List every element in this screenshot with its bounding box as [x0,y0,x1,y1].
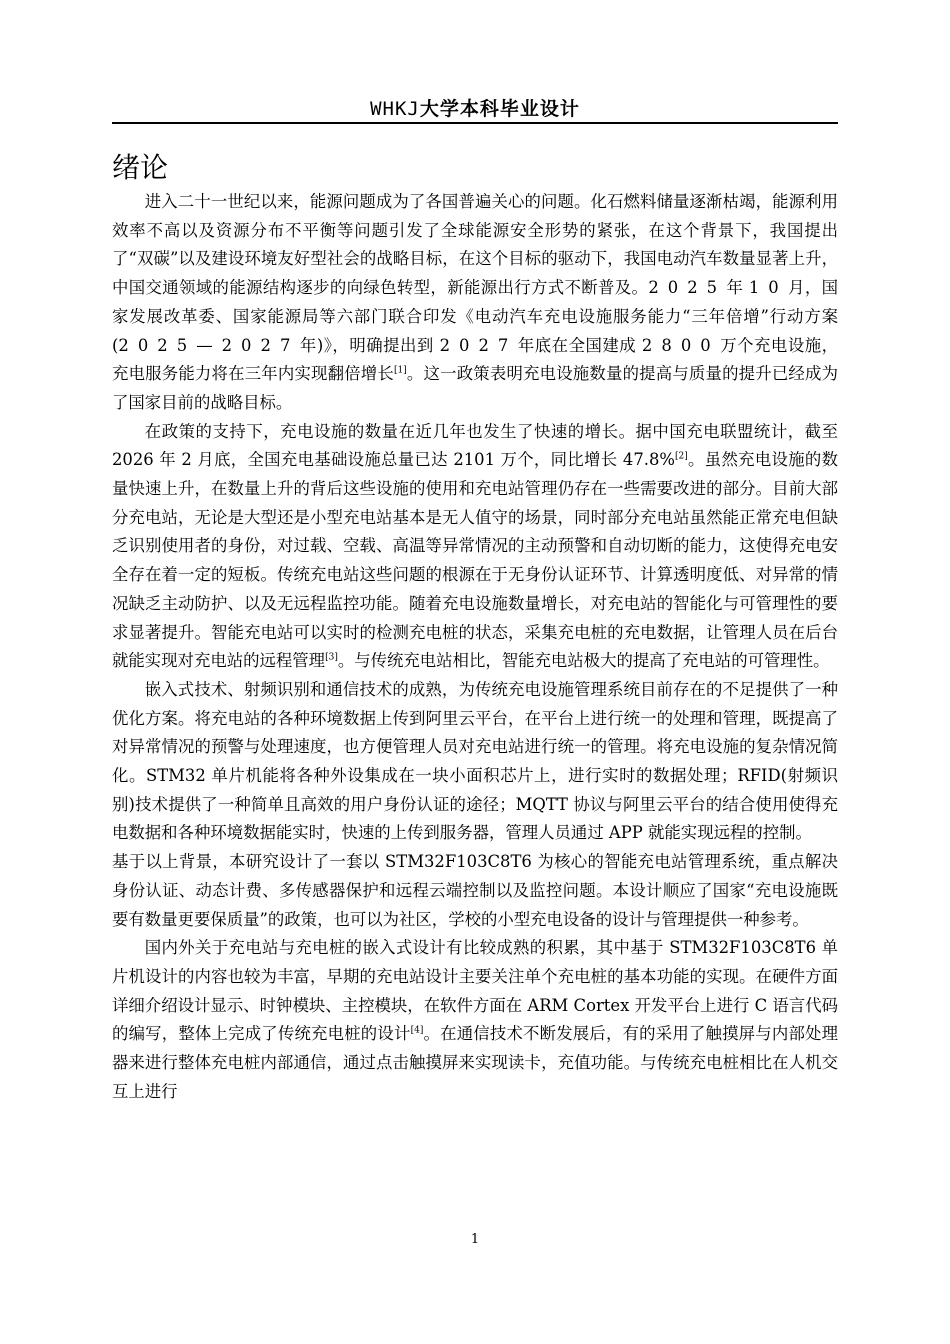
p1-text-e: 月，国家发展改革委、国家能源局等六部门联合印发《电动汽车充电设施服务能力“三年倍增”行动方案( [112,278,839,355]
p2-text-b: 。虽然充电设施的数量快速上升，在数量上升的背后这些设施的使用和充电站管理仍存在一些需要改进的部分。目前大部分充电站，无论是大型还是小型充电站基本是无人值守的场景，同时部分充电站虽然能正常充电但缺乏识别使用者的身份，对过载、空载、高温等异常情况的主动预警和自动切断的能力，这使得充电安全存在着一定的短板。传统充电站这些问题的根源在于无身份认证环节、计算透明度低、对异常的情况缺乏主动防护、以及无远程监控功能。随着充电设施数量增长，对充电站的智能化与可管理性的要求显著提升。智能充电站可以实时的检测充电桩的状态，采集充电桩的充电数据，让管理人员在后台就能实现对充电站的远程管理 [112,450,839,671]
citation-3: [3] [325,652,338,663]
p3-text: 嵌入式技术、射频识别和通信技术的成熟，为传统充电设施管理系统目前存在的不足提供了一种优化方案。将充电站的各种环境数据上传到阿里云平台，在平台上进行统一的处理和管理，既提高了对异常情况的预警与处理速度，也方便管理人员对充电站进行统一的管理。将充电设施的复杂情况简化。STM32 单片机能将各种外设集成在一块小面积芯片上，进行实时的数据处理；RFID(射频识别)技术提供了一种简单且高效的用户身份认证的途径；MQTT 协议与阿里云平台的结合使用使得充电数据和各种环境数据能实时，快速的上传到服务器，管理人员通过 APP 就能实现远程的控制。 [112,679,838,843]
p1-month: 10 [748,278,788,298]
p1-year: 2025 [648,278,727,298]
header-university-code: WHKJ [370,98,420,120]
p2-text-c: 。与传统充电站相比，智能充电站极大的提高了充电站的可管理性。 [337,651,830,671]
p1-text-c: 年 [726,278,744,298]
running-header [112,94,838,121]
citation-2: [2] [675,451,688,462]
citation-1: [1] [393,365,407,376]
body-text [112,188,838,1107]
paragraph-2 [112,418,838,676]
p1-text-i: 年底在全国建成 [517,335,637,355]
p1-year-range: 2025—2027 [118,335,300,355]
p1-text-g: 年)》，明确提出到 [299,335,434,355]
paragraph-4 [112,848,838,934]
p1-text-a: 进入二十一世纪以来，能源问题成为了各国普遍关心的问题。化石燃料储量逐渐枯竭，能源利用效率不高以及资源分布不平衡等问题引发了全球能源安全形势的紧张，在这个背景下，我国提出了“双碳”以及建设环境友好型社会的战略目标，在这个目标的驱动下，我国电动汽车数量显著上升，中国交通领域的能源结构逐步的向绿色转型，新能源出行方式不断普及。 [112,192,838,298]
p2-text-a: 在政策的支持下，充电设施的数量在近几年也发生了快速的增长。据中国充电联盟统计，截至 2026 年 2 月底，全国充电基础设施总量已达 2101 万个，同比增长 47.8% [112,421,838,470]
p5-text-a: 国内外关于充电站与充电桩的嵌入式设计有比较成熟的积累，其中基于 STM32F103C8T6 单片机设计的内容也较为丰富，早期的充电站设计主要关注单个充电桩的基本功能的实现。在硬件方面详细介绍设计显示、时钟模块、主控模块，在软件方面在 ARM Cortex 开发平台上进行 C 语言代码的编写，整体上完成了传统充电桩的设计 [112,938,838,1044]
p5-text-b: 。在通信技术不断发展后，有的采用了触摸屏与内部处理器来进行整体充电桩内部通信，通过点击触摸屏来实现读卡，充值功能。与传统充电桩相比在人机交互上进行 [112,1024,839,1101]
header-rule [112,122,838,124]
p1-target-count: 2800 [641,335,720,355]
p1-target-year: 2027 [439,335,518,355]
paragraph-3 [112,676,838,848]
citation-4: [4] [410,1025,424,1036]
p1-text-k: 万个充电设施，充电服务能力将在三年内实现翻倍增长 [112,335,839,384]
paragraph-1 [112,188,838,418]
p4-text: 基于以上背景，本研究设计了一套以 STM32F103C8T6 为核心的智能充电站管理系统，重点解决身份认证、动态计费、多传感器保护和远程云端控制以及监控问题。本设计顺应了国家“充电设施既要有数量更要保质量”的政策，也可以为社区，学校的小型充电设备的设计与管理提供一种参考。 [112,852,838,929]
header-title: 大学本科毕业设计 [419,98,580,120]
chapter-title: 绪论 [112,151,169,184]
page-number: 1 [470,1232,480,1247]
paragraph-5 [112,934,838,1106]
p1-text-l: 。这一政策表明充电设施数量的提高与质量的提升已经成为了国家目前的战略目标。 [112,364,839,412]
